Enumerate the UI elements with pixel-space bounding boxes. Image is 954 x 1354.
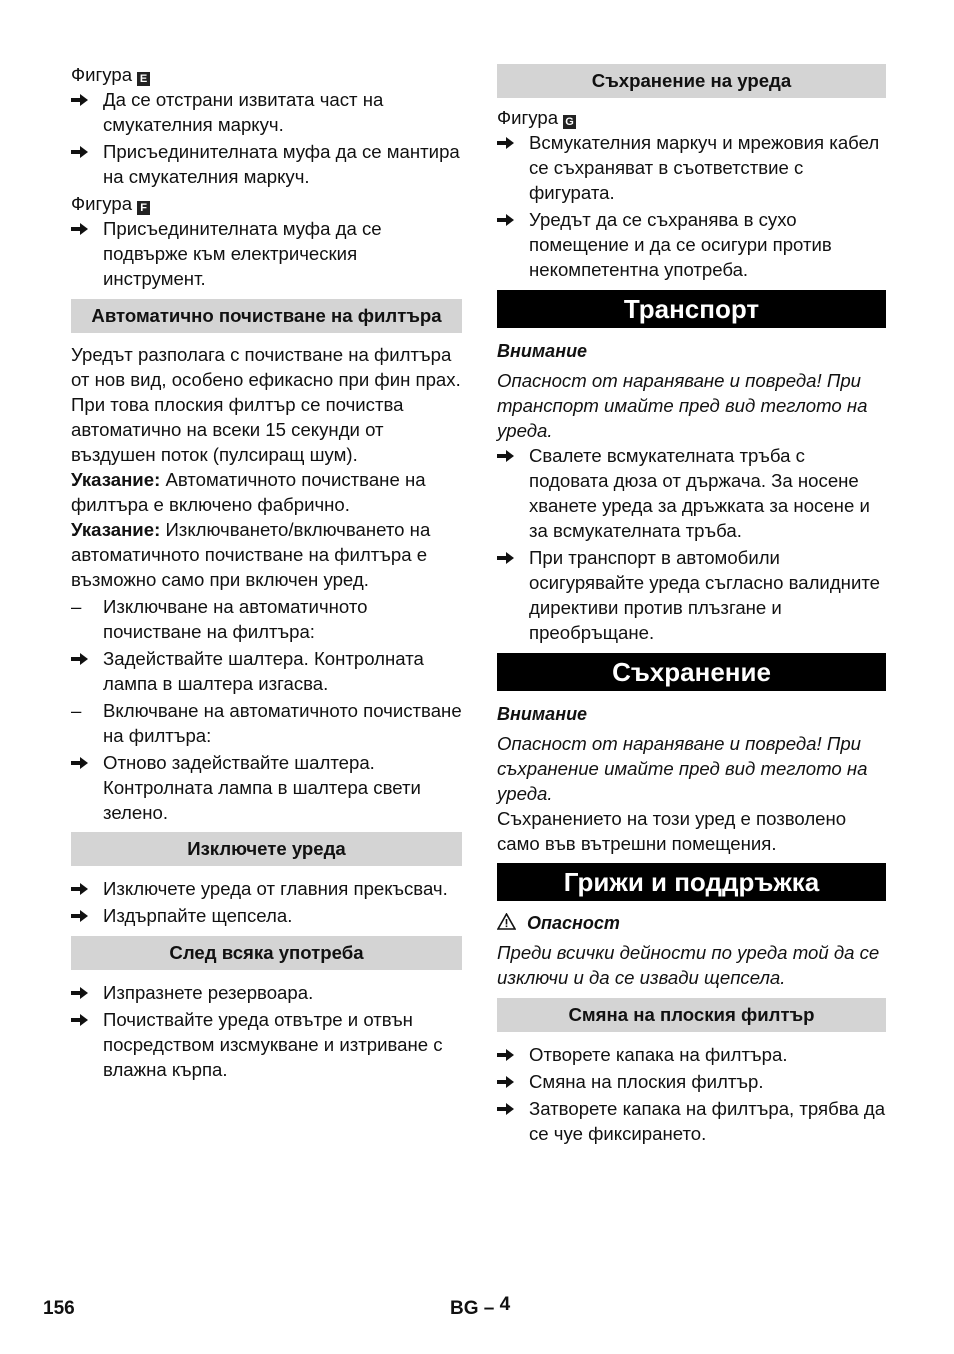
list-item <box>71 698 462 748</box>
storage-paragraph: Съхранението на този уред е позволено само във вътрешни помещения. <box>497 808 847 854</box>
list-item <box>71 216 462 291</box>
section-heading-after-use: След всяка употреба <box>71 936 462 970</box>
figure-f-letter: F <box>137 201 150 215</box>
figure-f-reference <box>71 191 462 216</box>
warning-triangle-icon <box>497 913 516 933</box>
dash-marker: – <box>71 700 82 721</box>
step-text: Отново задействайте шалтера. Контролната лампа в шалтера свети зелено. <box>103 752 421 823</box>
step-text: Включване на автоматичното почистване на филтъра: <box>103 700 462 746</box>
step-text: Изключете уреда от главния прекъсвач. <box>103 878 448 899</box>
step-text: Изпразнете резервоара. <box>103 982 314 1003</box>
figure-g-reference <box>497 105 886 130</box>
page-number: 156 <box>43 1298 75 1319</box>
figure-g-letter: G <box>563 115 576 129</box>
step-text: Смяна на плоския филтър. <box>529 1071 764 1092</box>
step-text: При транспорт в автомобили осигурявайте уреда съгласно валидните директиви против плъзгане и преобръщане. <box>529 547 880 643</box>
figure-f-label: Фигура <box>71 193 133 214</box>
danger-text: Преди всички дейности по уреда той да се изключи и да се извади щепсела. <box>497 942 880 988</box>
dash-marker: – <box>71 596 82 617</box>
list-item <box>71 1007 462 1082</box>
step-text: Затворете капака на филтъра, трябва да се чуе фиксирането. <box>529 1098 886 1144</box>
danger-label: Опасност <box>527 913 620 933</box>
note-2-label: Указание: <box>71 519 161 540</box>
section-heading-auto-clean: Автоматично почистване на филтъра <box>71 299 462 333</box>
figure-e-label: Фигура <box>71 64 133 85</box>
transport-warning: Опасност от нараняване и повреда! При транспорт имайте пред вид теглото на уреда. <box>497 370 868 441</box>
language-code: BG <box>450 1298 479 1319</box>
section-heading-storage: Съхранение <box>497 653 886 691</box>
list-item <box>71 876 462 901</box>
step-text: Отворете капака на филтъра. <box>529 1044 788 1065</box>
step-text: Изключване на автоматичното почистване на филтъра: <box>103 596 368 642</box>
list-item <box>71 750 462 825</box>
note-1 <box>71 467 462 517</box>
right-column <box>497 64 886 1148</box>
list-item <box>497 130 886 205</box>
step-text: Свалете всмукателната тръба с подовата дюза от държача. За носене хванете уреда за дръжката за носене и за всмукателната тръба. <box>529 445 870 541</box>
page-footer-label <box>450 1294 511 1320</box>
figure-e-letter: E <box>137 72 150 86</box>
list-item <box>71 87 462 137</box>
footer-separator: – <box>483 1298 495 1319</box>
section-heading-filter: Смяна на плоския филтър <box>497 998 886 1032</box>
storage-attention-label: Внимание <box>497 704 588 724</box>
section-heading-switch-off: Изключете уреда <box>71 832 462 866</box>
section-heading-storage-device: Съхранение на уреда <box>497 64 886 98</box>
danger-heading <box>497 911 886 936</box>
step-text: Присъединителната муфа да се подвърже към електрическия инструмент. <box>103 218 382 289</box>
note-1-text: Автоматичното почистване на филтъра е включено фабрично. <box>71 469 426 515</box>
step-text: Уредът да се съхранява в сухо помещение и да се осигури против некомпетентна употреба. <box>529 209 832 280</box>
section-heading-transport: Транспорт <box>497 290 886 328</box>
note-2-text: Изключването/включването на автоматичното почистване на филтъра е възможно само при включен уред. <box>71 519 431 590</box>
figure-e-reference <box>71 62 462 87</box>
left-column <box>71 62 462 1084</box>
list-item <box>497 1069 886 1094</box>
list-item <box>71 594 462 644</box>
figure-g-label: Фигура <box>497 107 559 128</box>
step-text: Всмукателния маркуч и мрежовия кабел се съхраняват в съответствие с фигурата. <box>529 132 880 203</box>
list-item <box>497 443 886 543</box>
step-text: Издърпайте щепсела. <box>103 905 293 926</box>
auto-clean-paragraph: Уредът разполага с почистване на филтъра от нов вид, особено ефикасно при фин прах. При това плоския филтър се почиства автоматично на всеки 15 секунди от въздушен поток (пулсиращ шум). <box>71 344 461 465</box>
step-text: Почиствайте уреда отвътре и отвън посредством изсмукване и изтриване с влажна кърпа. <box>103 1009 443 1080</box>
section-heading-care: Грижи и поддръжка <box>497 863 886 901</box>
list-item <box>71 980 462 1005</box>
step-text: Да се отстрани извитата част на смукателния маркуч. <box>103 89 384 135</box>
note-2 <box>71 517 462 592</box>
step-text: Присъединителната муфа да се мантира на смукателния маркуч. <box>103 141 460 187</box>
list-item <box>71 646 462 696</box>
list-item <box>497 1096 886 1146</box>
step-text: Задействайте шалтера. Контролната лампа в шалтера изгасва. <box>103 648 424 694</box>
list-item <box>497 1042 886 1067</box>
list-item <box>497 545 886 645</box>
list-item <box>497 207 886 282</box>
list-item <box>71 903 462 928</box>
transport-attention-label: Внимание <box>497 341 588 361</box>
sub-page-number: 4 <box>499 1294 511 1315</box>
list-item <box>71 139 462 189</box>
note-1-label: Указание: <box>71 469 161 490</box>
storage-warning: Опасност от нараняване и повреда! При съхранение имайте пред вид теглото на уреда. <box>497 733 868 804</box>
